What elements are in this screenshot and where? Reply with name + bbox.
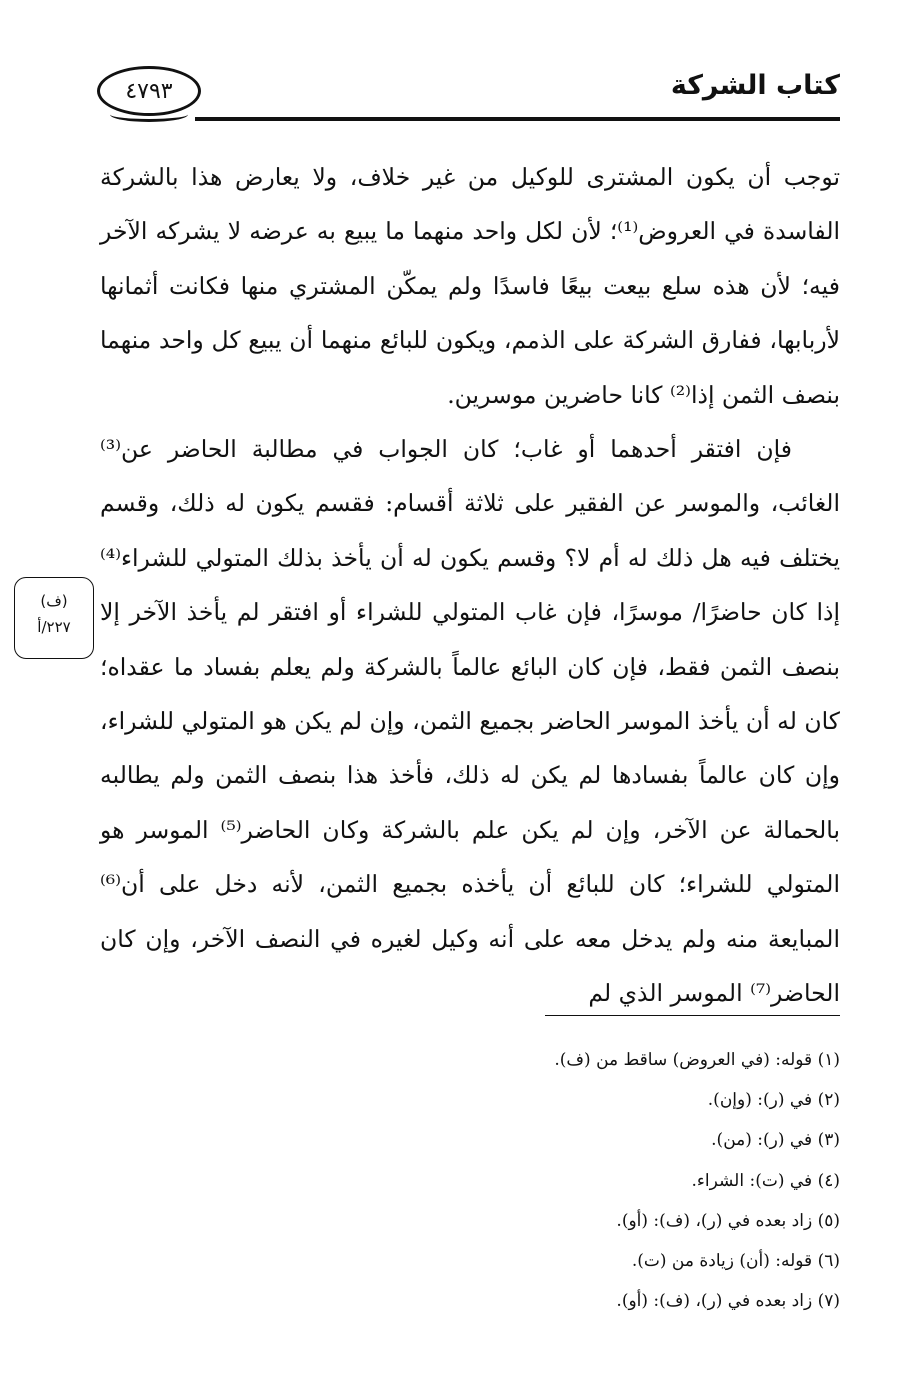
paragraph-2: فإن افتقر أحدهما أو غاب؛ كان الجواب في مطالبة الحاضر عن⁽³⁾ الغائب، والموسر عن الفقير على ثلاثة أقسام: فقسم يكون له ذلك، وقسم يختلف فيه هل ذلك له أم لا؟ وقسم يكون له أن يأخذ بذلك المتولي للشراء⁽⁴⁾ إذا كان حاضرًا/ موسرًا، فإن غاب المتولي للشراء أو افتقر لم يأخذ الآخر إلا بنصف الثمن فقط، فإن كان البائع عالماً بالشركة ولم يعلم بفساد ما عقداه؛ كان له أن يأخذ الموسر الحاضر بجميع الثمن، وإن لم يكن هو المتولي للشراء، وإن كان عالماً بفسادها لم يكن له ذلك، فأخذ هذا بنصف الثمن ولم يطالبه بالحمالة عن الآخر، وإن لم يكن علم بالشركة وكان الحاضر⁽⁵⁾ الموسر هو المتولي للشراء؛ كان للبائع أن يأخذه بجميع الثمن، لأنه دخل على أن⁽⁶⁾ المبايعة منه ولم يدخل معه على أنه وكيل لغيره في النصف الآخر، وإن كان الحاضر⁽⁷⁾ الموسر الذي لم <box>100 435 840 1008</box>
footnote: (٥) زاد بعده في (ر)، (ف): (أو). <box>616 1210 840 1231</box>
footnote: (١) قوله: (في العروض) ساقط من (ف). <box>554 1050 840 1070</box>
footnotes <box>140 1040 840 1321</box>
page-number: ٤٧٩٣ <box>97 66 201 116</box>
header-rule <box>195 117 840 121</box>
footnote: (٢) في (ر): (وإن). <box>707 1090 840 1111</box>
folio-reference: ٢٢٧/أ <box>37 618 71 636</box>
footnote: (٤) في (ت): الشراء. <box>691 1170 840 1191</box>
footnote-separator <box>545 1015 840 1016</box>
paragraph-1: توجب أن يكون المشترى للوكيل من غير خلاف، ولا يعارض هذا بالشركة الفاسدة في العروض⁽¹⁾؛ لأن لكل واحد منهما ما يبيع به عرضه لا يشركه الآخر فيه؛ لأن هذه سلع بيعت بيعًا فاسدًا ولم يمكّن المشتري منها فكانت أثمانها لأربابها، ففارق الشركة على الذمم، ويكون للبائع منهما أن يبيع كل واحد منهما بنصف الثمن إذا⁽²⁾ كانا حاضرين موسرين. <box>100 163 841 409</box>
manuscript-margin-note <box>14 577 94 659</box>
footnote: (٣) في (ر): (من). <box>711 1130 840 1151</box>
book-title: كتاب الشركة <box>670 70 840 101</box>
manuscript-siglum: (ف) <box>40 592 68 610</box>
main-text <box>100 150 840 1021</box>
page-header <box>95 50 840 130</box>
footnote: (٧) زاد بعده في (ر)، (ف): (أو). <box>616 1291 840 1312</box>
footnote: (٦) قوله: (أن) زيادة من (ت). <box>631 1251 840 1272</box>
